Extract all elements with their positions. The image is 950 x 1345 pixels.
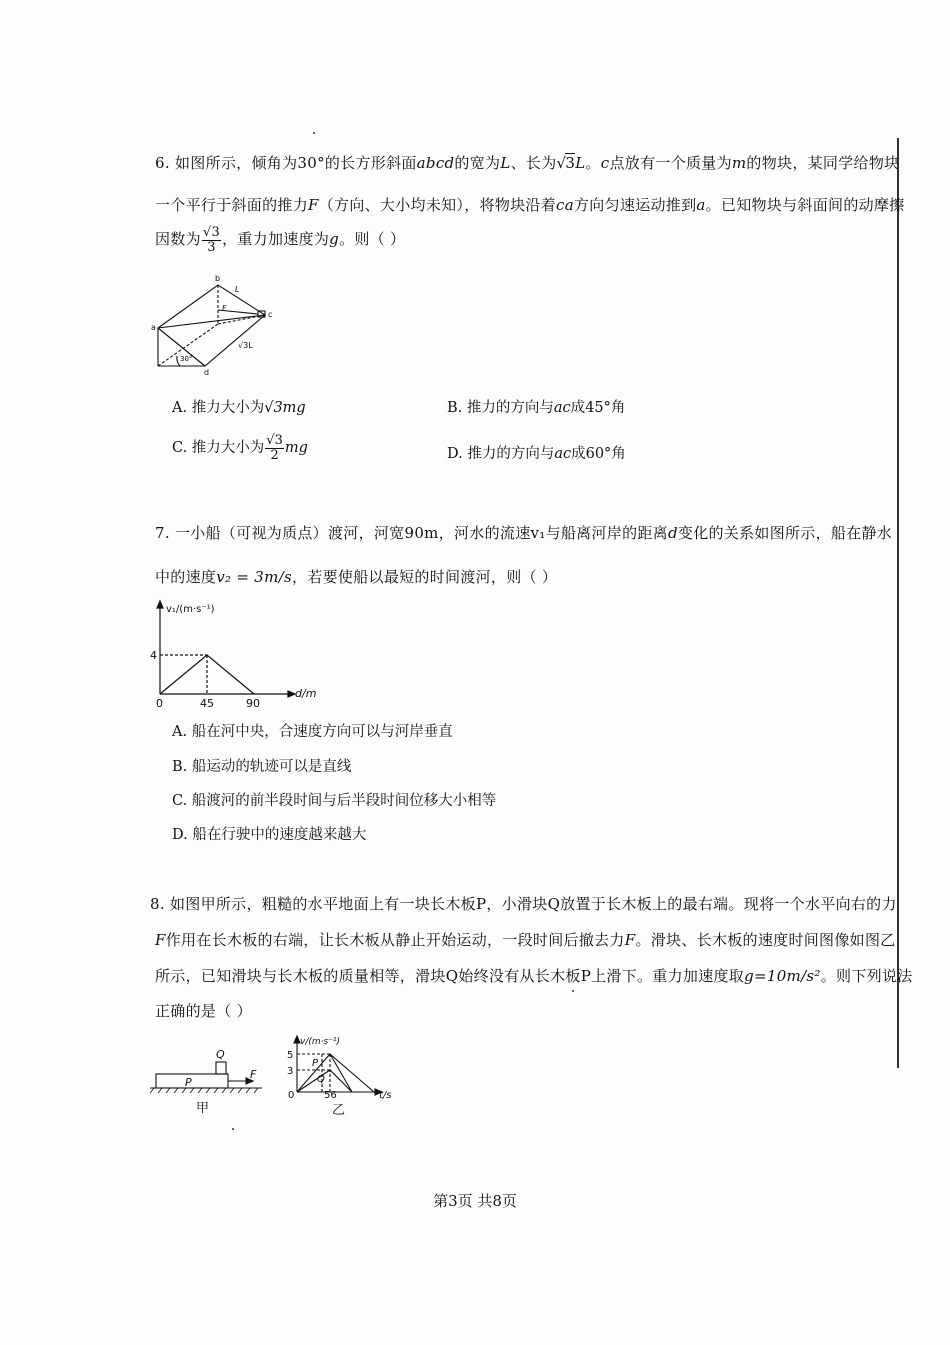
svg-text:t/s: t/s bbox=[379, 1090, 392, 1101]
q6-option-a[interactable]: A. 推力大小为√3mg bbox=[172, 400, 306, 416]
q6-option-b[interactable]: B. 推力的方向与ac成45°角 bbox=[447, 400, 626, 416]
svg-text:0: 0 bbox=[288, 1090, 295, 1101]
scan-speck bbox=[572, 990, 574, 992]
svg-text:d/m: d/m bbox=[295, 687, 317, 700]
q7-line-2: 中的速度v₂ = 3m/s，若要使船以最短的时间渡河，则（ ） bbox=[155, 568, 558, 586]
svg-text:F: F bbox=[222, 304, 227, 313]
q6-option-d[interactable]: D. 推力的方向与ac成60°角 bbox=[447, 446, 626, 462]
q6-option-c[interactable]: C. 推力大小为 $\frac{√3}{2}$ mg bbox=[172, 433, 308, 463]
svg-text:56: 56 bbox=[324, 1090, 337, 1101]
svg-text:c: c bbox=[268, 310, 273, 319]
svg-text:3: 3 bbox=[287, 1066, 294, 1077]
svg-text:F: F bbox=[250, 1068, 257, 1081]
q8-line-4: 正确的是（ ） bbox=[155, 1002, 252, 1020]
page-footer: 第3页 共8页 bbox=[433, 1192, 517, 1210]
svg-text:v₁/(m·s⁻¹): v₁/(m·s⁻¹) bbox=[166, 604, 215, 615]
q8-line-2: F作用在长木板的右端，让长木板从静止开始运动，一段时间后撤去力F。滑块、长木板的速度时间图像如图乙 bbox=[155, 931, 896, 949]
svg-text:90: 90 bbox=[246, 697, 260, 710]
q7-option-d[interactable]: D. 船在行驶中的速度越来越大 bbox=[172, 827, 367, 843]
q7-option-c[interactable]: C. 船渡河的前半段时间与后半段时间位移大小相等 bbox=[172, 793, 497, 809]
scan-speck bbox=[313, 132, 315, 134]
block-Q bbox=[216, 1062, 226, 1074]
scan-speck bbox=[232, 1128, 234, 1130]
svg-text:v/(m·s⁻¹): v/(m·s⁻¹) bbox=[300, 1037, 341, 1047]
svg-text:b: b bbox=[215, 274, 221, 283]
q8-line-3: 所示，已知滑块与长木板的质量相等，滑块Q始终没有从长木板P上滑下。重力加速度取g=10m/s²。则下列说法 bbox=[155, 967, 913, 985]
q7-line-1: 7. 一小船（可视为质点）渡河，河宽90m，河水的流速v₁与船离河岸的距离d变化的关系如图所示，船在静水 bbox=[155, 524, 893, 542]
svg-text:L: L bbox=[235, 285, 240, 294]
q6-line-1: 6. 如图所示，倾角为30°的长方形斜面abcd的宽为L、长为√3L。c点放有一个质量为m的物块，某同学给物块 bbox=[155, 154, 900, 172]
q7-option-b[interactable]: B. 船运动的轨迹可以是直线 bbox=[172, 759, 352, 775]
svg-text:Q: Q bbox=[216, 1048, 225, 1061]
svg-text:甲: 甲 bbox=[196, 1101, 210, 1116]
svg-text:30°: 30° bbox=[180, 355, 193, 363]
svg-text:4: 4 bbox=[150, 649, 157, 662]
svg-text:Q: Q bbox=[317, 1074, 325, 1085]
svg-text:45: 45 bbox=[200, 697, 214, 710]
svg-text:a: a bbox=[151, 323, 156, 332]
q8-figure-jia bbox=[150, 1042, 280, 1120]
svg-text:5: 5 bbox=[287, 1050, 294, 1061]
q6-incline-figure bbox=[150, 272, 280, 378]
svg-text:P: P bbox=[185, 1076, 192, 1089]
q6-line-3: 因数为 $\frac{√3}{3}$ ，重力加速度为g。则（ ） bbox=[155, 225, 406, 255]
q7-velocity-graph bbox=[150, 598, 330, 710]
curve-P bbox=[297, 1054, 374, 1092]
svg-text:d: d bbox=[204, 368, 210, 377]
svg-text:P: P bbox=[312, 1058, 319, 1069]
page-scan-border bbox=[897, 138, 899, 1068]
q6-line-2: 一个平行于斜面的推力F（方向、大小均未知），将物块沿着ca方向匀速运动推到a。已知物块与斜面间的动摩擦 bbox=[155, 196, 905, 214]
y-axis-arrow bbox=[157, 601, 163, 608]
mu-fraction: $\frac{√3}{3}$ bbox=[202, 225, 221, 255]
svg-text:0: 0 bbox=[156, 697, 163, 710]
svg-text:√3L: √3L bbox=[238, 341, 253, 350]
q7-option-a[interactable]: A. 船在河中央，合速度方向可以与河岸垂直 bbox=[172, 724, 453, 740]
q8-figure-yi bbox=[282, 1034, 402, 1120]
x-axis-arrow bbox=[288, 691, 295, 697]
q8-line-1: 8. 如图甲所示，粗糙的水平地面上有一块长木板P，小滑块Q放置于长木板上的最右端。现将一个水平向右的力 bbox=[150, 895, 897, 913]
board-P bbox=[156, 1074, 228, 1088]
svg-text:乙: 乙 bbox=[332, 1103, 346, 1118]
